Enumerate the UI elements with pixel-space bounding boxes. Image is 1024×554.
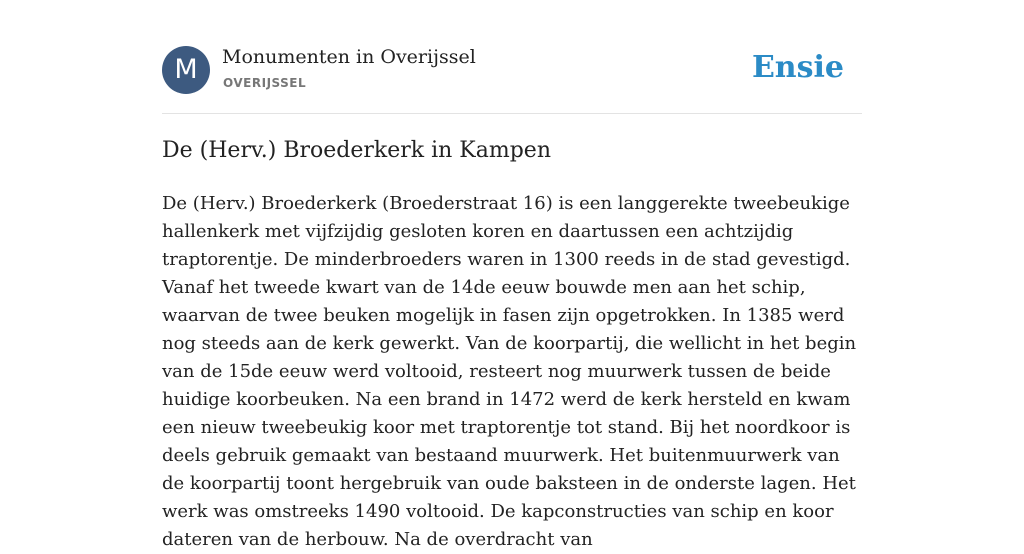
- avatar[interactable]: M: [162, 46, 210, 94]
- source-name-link[interactable]: Monumenten in Overijssel: [222, 46, 476, 68]
- header-divider: [162, 113, 862, 114]
- article-title: De (Herv.) Broederkerk in Kampen: [162, 138, 551, 163]
- brand-logo[interactable]: Ensie: [751, 50, 844, 85]
- source-region-label[interactable]: OVERIJSSEL: [223, 76, 307, 90]
- header: [162, 46, 862, 96]
- article-body: De (Herv.) Broederkerk (Broederstraat 16) is een langgerekte tweebeukige hallenkerk met vijfzijdig gesloten koren en daartussen een achtzijdig traptorentje. De minderbroeders waren in 1300 reeds in de stad gevestigd. Vanaf het tweede kwart van de 14de eeuw bouwde men aan het schip, waarvan de twee beuken mogelijk in fasen zijn opgetrokken. In 1385 werd nog steeds aan de kerk gewerkt. Van de koorpartij, die wellicht in het begin van de 15de eeuw werd voltooid, resteert nog muurwerk tussen de beide huidige koorbeuken. Na een brand in 1472 werd de kerk hersteld en kwam een nieuw tweebeukig koor met traptorentje tot stand. Bij het noordkoor is deels gebruik gemaakt van bestaand muurwerk. Het buitenmuurwerk van de koorpartij toont hergebruik van oude baksteen in de onderste lagen. Het werk was omstreeks 1490 voltooid. De kapconstructies van schip en koor dateren van de herbouw. Na de overdracht van: [162, 193, 857, 550]
